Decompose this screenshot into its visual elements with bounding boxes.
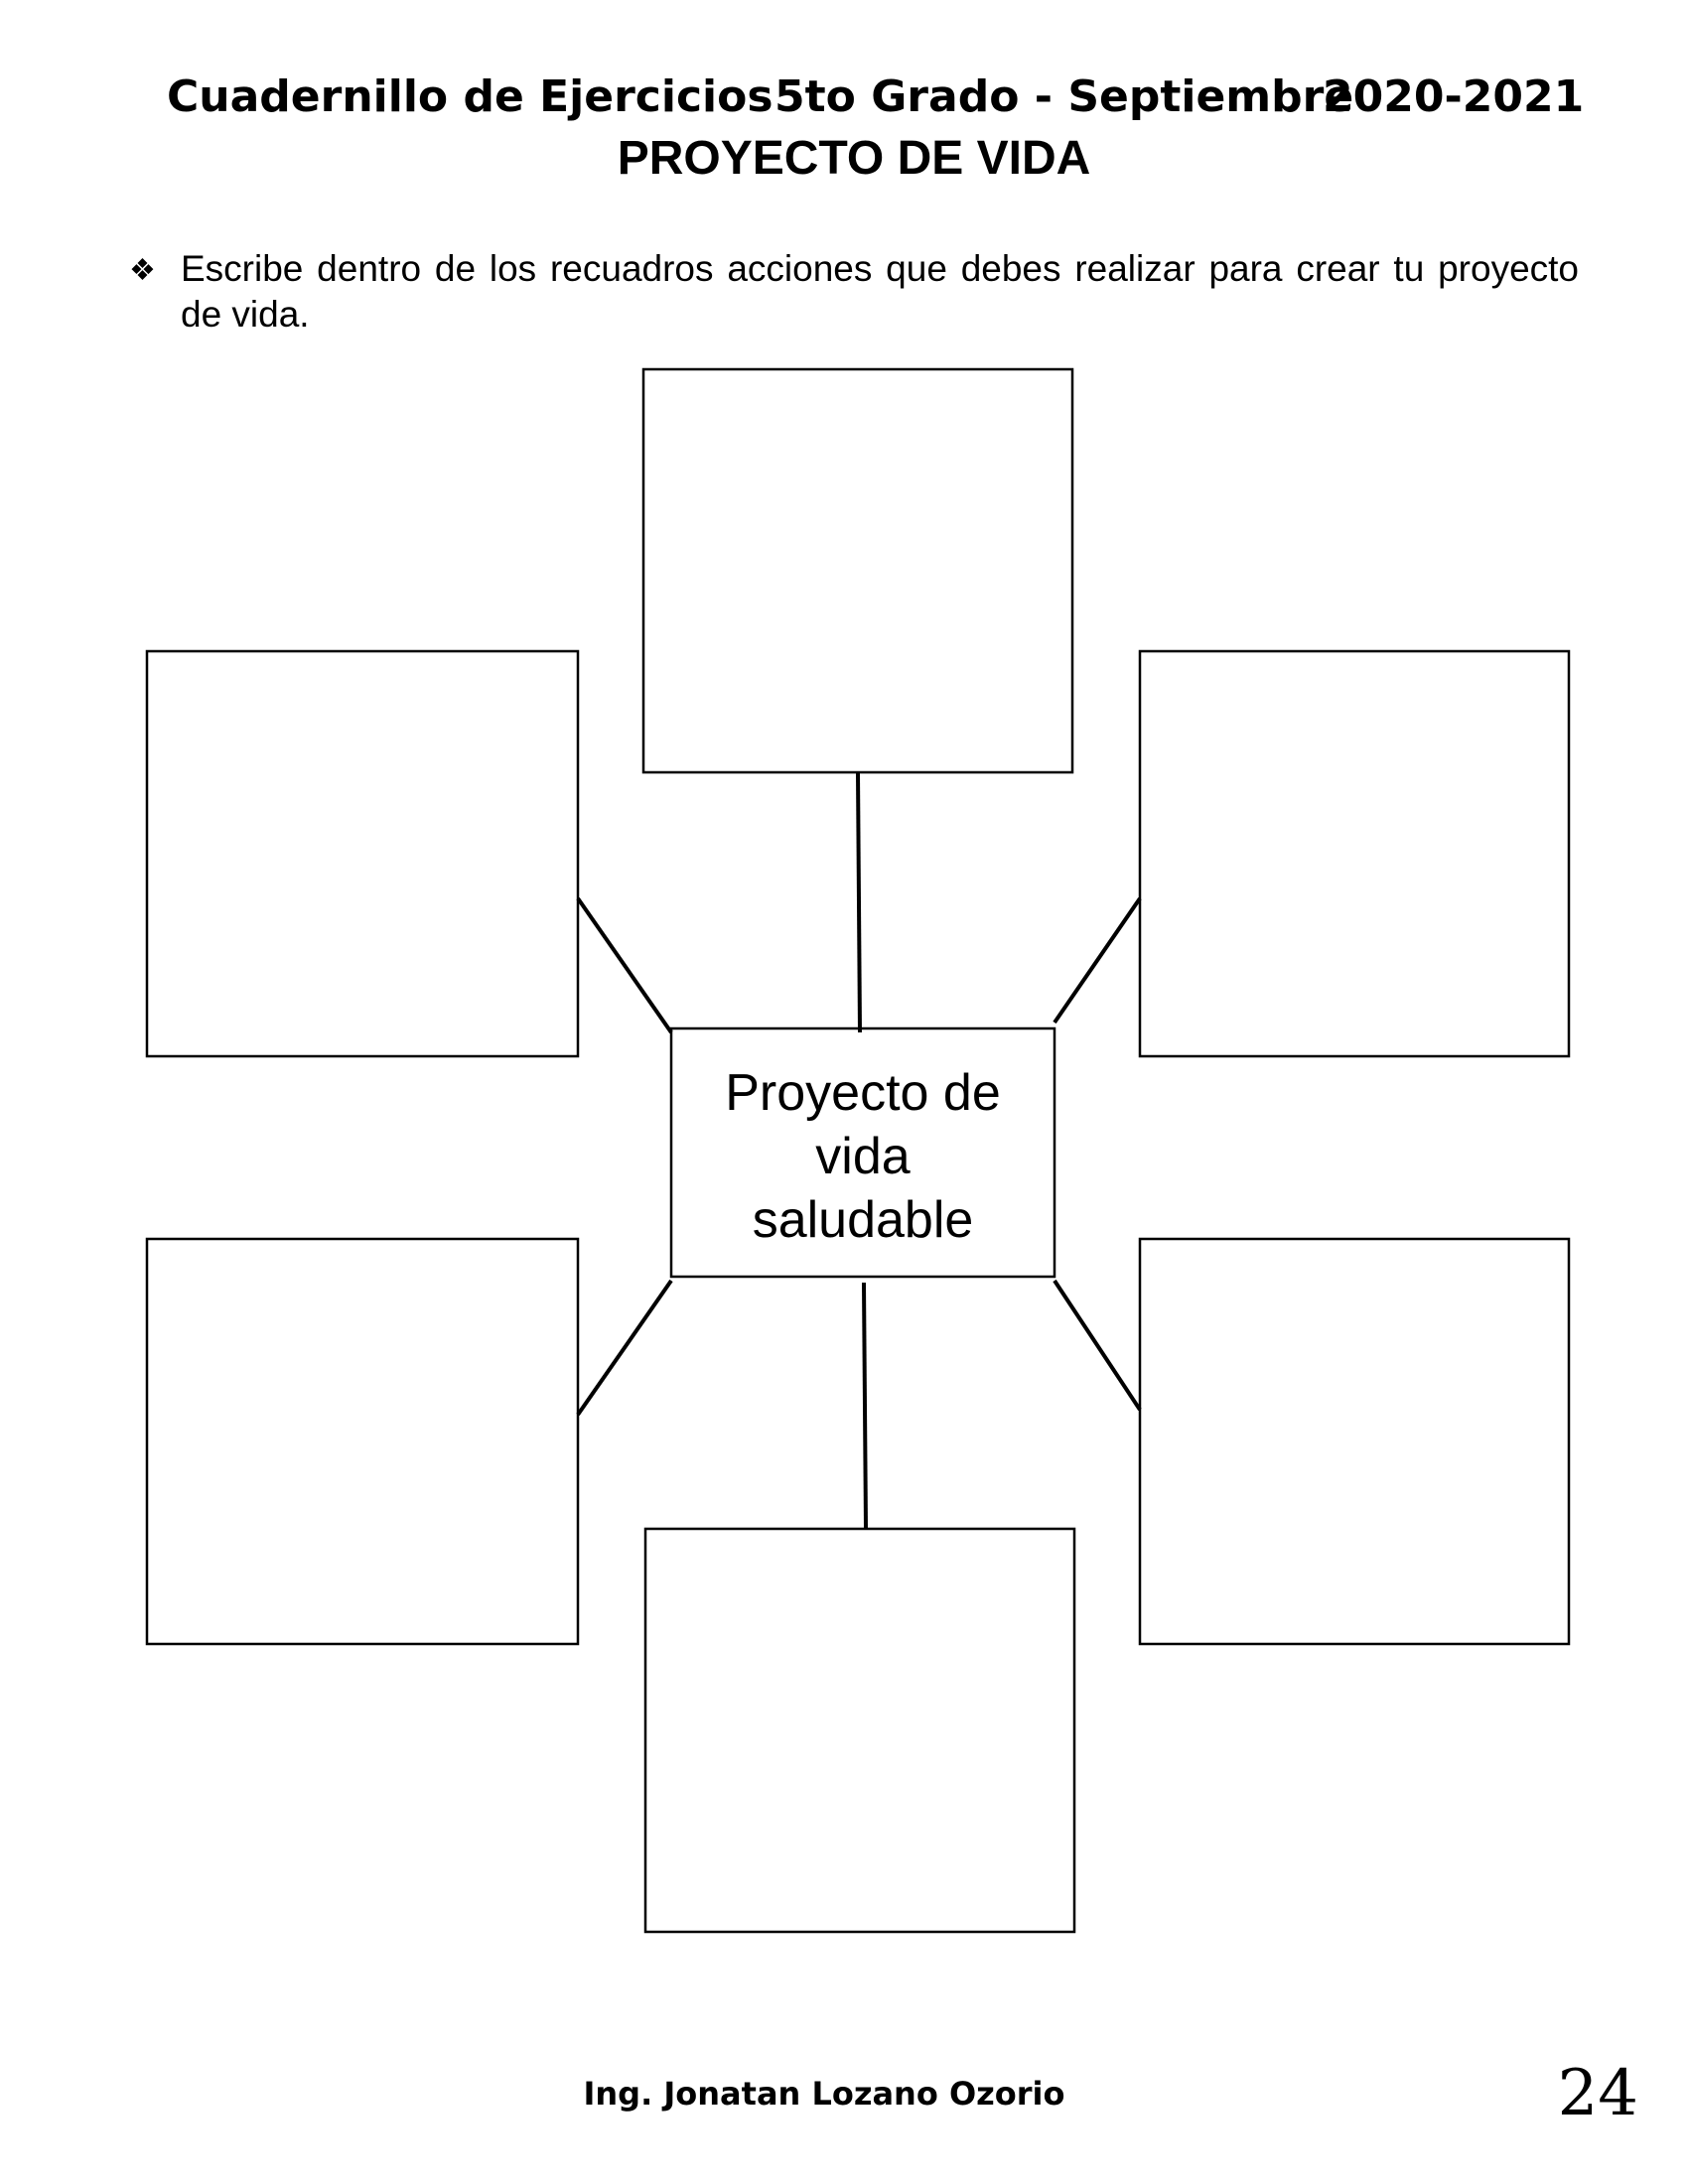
connector-upper-left <box>578 898 671 1032</box>
header-notebook-title: Cuadernillo de Ejercicios <box>167 71 774 122</box>
page-title: PROYECTO DE VIDA <box>617 132 1091 185</box>
header-school-year: 2020-2021 <box>1323 71 1585 122</box>
connector-bottom <box>864 1283 866 1529</box>
footer-author: Ing. Jonatan Lozano Ozorio <box>583 2075 1065 2113</box>
connector-lower-left <box>578 1281 671 1415</box>
instruction-text: Escribe dentro de los recuadros acciones que debes realizar para crear tu proyecto de vida. <box>181 248 1579 335</box>
page-number: 24 <box>1557 2057 1638 2130</box>
answer-box-lower-right[interactable] <box>1140 1239 1569 1644</box>
center-label-text: Proyecto de vida saludable <box>725 1064 1001 1249</box>
connector-top <box>858 772 860 1032</box>
answer-box-lower-left[interactable] <box>147 1239 578 1644</box>
header-grade-month: 5to Grado - Septiembre <box>774 71 1354 122</box>
answer-box-bottom[interactable] <box>645 1529 1074 1932</box>
connector-upper-right <box>1055 898 1140 1023</box>
center-box-label <box>671 1032 1055 1281</box>
answer-box-top[interactable] <box>643 369 1072 772</box>
connector-lower-right <box>1055 1281 1140 1410</box>
answer-box-upper-left[interactable] <box>147 651 578 1056</box>
diamond-bullet-icon: ❖ <box>129 254 156 287</box>
answer-box-upper-right[interactable] <box>1140 651 1569 1056</box>
